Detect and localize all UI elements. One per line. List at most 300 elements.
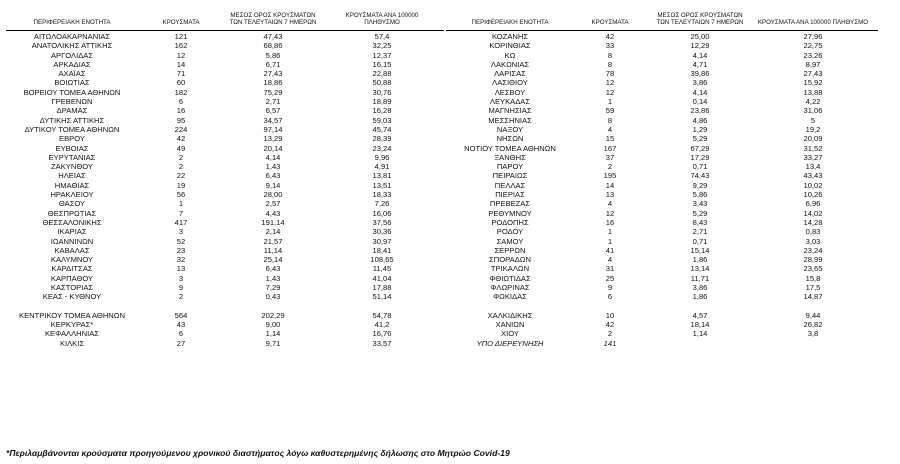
cell-cases: 1 (178, 199, 184, 209)
cell-avg: 1,86 (692, 255, 708, 265)
cell-per100k: 23,24 (372, 143, 392, 153)
table-row (6, 237, 444, 246)
table-row (446, 320, 878, 329)
cell-name: ΤΡΙΚΑΛΩΝ (490, 264, 530, 274)
cell-cases: 2 (178, 152, 184, 162)
cell-name: ΚΙΛΚΙΣ (59, 338, 85, 348)
table-row (6, 51, 444, 60)
table-row (446, 237, 878, 246)
cell-name: ΚΑΣΤΟΡΙΑΣ (50, 283, 94, 293)
cell-avg: 2,57 (265, 199, 281, 209)
cell-per100k: 33,57 (372, 338, 392, 348)
cell-name: ΚΑΡΔΙΤΣΑΣ (51, 264, 93, 274)
cell-per100k: 22,75 (803, 41, 823, 51)
table-row (446, 339, 878, 348)
table-row (446, 181, 878, 190)
table-row (446, 162, 878, 171)
table-row (6, 227, 444, 236)
cell-name: ΚΩ (504, 50, 516, 60)
cell-per100k: 20,09 (803, 134, 823, 144)
cell-name: ΚΕΑΣ - ΚΥΘΝΟΥ (42, 292, 102, 302)
table-row (446, 329, 878, 338)
cell-avg: 12,29 (690, 41, 710, 51)
cell-per100k: 51,14 (372, 292, 392, 302)
cell-cases: 8 (607, 50, 613, 60)
cell-cases: 33 (605, 41, 615, 51)
table-row (6, 199, 444, 208)
cell-per100k: 30,97 (372, 236, 392, 246)
cell-name: ΘΕΣΠΡΩΤΙΑΣ (47, 208, 97, 218)
cell-cases: 4 (607, 124, 613, 134)
cell-avg: 27,43 (263, 69, 283, 79)
cell-avg: 25,14 (263, 255, 283, 265)
cell-cases: 4 (607, 199, 613, 209)
table-row (446, 199, 878, 208)
cell-name: ΑΧΑΪΑΣ (58, 69, 86, 79)
cell-cases: 6 (607, 292, 613, 302)
table-row (446, 246, 878, 255)
cell-cases: 1 (607, 227, 613, 237)
cell-name: ΚΟΡΙΝΘΙΑΣ (489, 41, 531, 51)
cell-name: ΝΑΞΟΥ (496, 124, 524, 134)
cell-avg: 34,57 (263, 115, 283, 125)
table-row (446, 218, 878, 227)
cell-per100k: 14,02 (803, 208, 823, 218)
header-per100k: ΚΡΟΥΣΜΑΤΑ ΑΝΑ 100000 ΠΛΗΘΥΣΜΟ (345, 12, 419, 27)
cell-per100k: 54,78 (372, 310, 392, 320)
cell-per100k: 28,99 (803, 255, 823, 265)
table-row (446, 60, 878, 69)
cell-per100k: 5 (810, 115, 816, 125)
table-row (446, 311, 878, 320)
cell-per100k: 27,43 (803, 69, 823, 79)
cell-per100k: 11,45 (372, 264, 392, 274)
cell-avg: 202,29 (261, 310, 285, 320)
cell-per100k: 13,81 (372, 171, 392, 181)
cell-per100k: 30,76 (372, 87, 392, 97)
header-region: ΠΕΡΙΦΕΡΕΙΑΚΗ ΕΝΟΤΗΤΑ (471, 19, 549, 27)
cell-name: ΚΑΡΠΑΘΟΥ (50, 273, 94, 283)
cell-per100k: 3,8 (807, 329, 819, 339)
table-row (6, 162, 444, 171)
cell-per100k: 23,26 (803, 50, 823, 60)
table-row (446, 78, 878, 87)
cell-per100k: 16,15 (372, 59, 392, 69)
table-row (446, 209, 878, 218)
right-table (446, 0, 878, 348)
table-row (6, 41, 444, 50)
table-row (6, 144, 444, 153)
right-table-header (446, 0, 878, 31)
cell-per100k: 23,65 (803, 264, 823, 274)
cell-cases: 417 (174, 217, 188, 227)
cell-cases: 60 (176, 78, 186, 88)
cell-per100k: 16,28 (372, 106, 392, 116)
table-row (6, 78, 444, 87)
cell-per100k: 59,03 (372, 115, 392, 125)
cell-avg: 4,14 (265, 152, 281, 162)
cell-per100k: 9,44 (805, 310, 821, 320)
table-row (446, 274, 878, 283)
cell-cases: 12 (176, 50, 186, 60)
cell-avg: 4,71 (692, 59, 708, 69)
cell-name: ΙΩΑΝΝΙΝΩΝ (50, 236, 94, 246)
cell-name: ΚΕΝΤΡΙΚΟΥ ΤΟΜΕΑ ΑΘΗΝΩΝ (19, 310, 125, 320)
cell-avg: 25,00 (690, 32, 710, 41)
header-avg: ΜΕΣΟΣ ΟΡΟΣ ΚΡΟΥΣΜΑΤΩΝ ΤΩΝ ΤΕΛΕΥΤΑΙΩΝ 7 ΗΜΕΡΩΝ (656, 12, 744, 27)
cell-cases: 7 (178, 208, 184, 218)
cell-avg: 13,29 (263, 134, 283, 144)
cell-avg: 0,71 (692, 162, 708, 172)
cell-cases: 52 (176, 236, 186, 246)
table-row (6, 97, 444, 106)
table-row (446, 116, 878, 125)
cell-cases: 2 (607, 329, 613, 339)
table-row (446, 88, 878, 97)
cell-per100k: 41,04 (372, 273, 392, 283)
cell-name: ΣΑΜΟΥ (496, 236, 524, 246)
cell-per100k: 17,5 (805, 283, 821, 293)
cell-name: ΛΑΡΙΣΑΣ (494, 69, 526, 79)
cell-name: ΧΑΛΚΙΔΙΚΗΣ (487, 310, 533, 320)
table-row (6, 218, 444, 227)
cell-name: ΓΡΕΒΕΝΩΝ (51, 97, 93, 107)
cell-avg: 0,43 (265, 292, 281, 302)
cell-name: ΚΟΖΑΝΗΣ (491, 32, 529, 41)
cell-avg: 39,86 (690, 69, 710, 79)
cell-name: ΑΡΓΟΛΙΔΑΣ (50, 50, 94, 60)
cell-per100k: 45,74 (372, 124, 392, 134)
header-per100k: ΚΡΟΥΣΜΑΤΑ ΑΝΑ 100000 ΠΛΗΘΥΣΜΟ (757, 19, 869, 27)
cell-per100k: 18,33 (372, 190, 392, 200)
cell-name: ΛΑΣΙΘΙΟΥ (492, 78, 528, 88)
table-row (6, 311, 444, 320)
cell-name: ΖΑΚΥΝΘΟΥ (51, 162, 93, 172)
cell-name: ΑΙΤΩΛΟΑΚΑΡΝΑΝΙΑΣ (33, 32, 111, 41)
cell-per100k: 37,56 (372, 217, 392, 227)
table-row (6, 106, 444, 115)
cell-cases: 9 (178, 283, 184, 293)
cell-name: ΝΗΣΩΝ (496, 134, 524, 144)
cell-per100k: 6,96 (805, 199, 821, 209)
cell-avg: 6,43 (265, 264, 281, 274)
cell-cases: 15 (605, 134, 615, 144)
table-row (446, 292, 878, 301)
table-row (446, 171, 878, 180)
cell-cases: 37 (605, 152, 615, 162)
cell-per100k: 12,37 (372, 50, 392, 60)
cell-avg: 9,00 (265, 319, 281, 329)
table-row (446, 97, 878, 106)
cell-avg: 47,43 (263, 32, 283, 41)
cell-per100k: 13,88 (803, 87, 823, 97)
cell-cases: 71 (176, 69, 186, 79)
cell-name: ΜΕΣΣΗΝΙΑΣ (488, 115, 532, 125)
table-row (446, 51, 878, 60)
cell-avg: 1,86 (692, 292, 708, 302)
cell-cases: 162 (174, 41, 188, 51)
table-row (446, 153, 878, 162)
cell-name: ΠΡΕΒΕΖΑΣ (489, 199, 531, 209)
cell-per100k: 4,22 (805, 97, 821, 107)
cell-avg: 68,86 (263, 41, 283, 51)
cell-per100k: 31,52 (803, 143, 823, 153)
cell-name: ΙΚΑΡΙΑΣ (57, 227, 87, 237)
cell-cases: 6 (178, 97, 184, 107)
cell-avg: 4,86 (692, 115, 708, 125)
table-row (6, 255, 444, 264)
cell-cases: 13 (176, 264, 186, 274)
cell-name: ΘΑΣΟΥ (58, 199, 86, 209)
cell-cases: 41 (605, 245, 615, 255)
cell-avg: 97,14 (263, 124, 283, 134)
table-row (6, 88, 444, 97)
cell-name: ΗΡΑΚΛΕΙΟΥ (50, 190, 94, 200)
cell-avg: 11,71 (690, 273, 710, 283)
table-row (446, 32, 878, 41)
cell-per100k: 18,89 (372, 97, 392, 107)
cell-cases: 22 (176, 171, 186, 181)
cell-avg: 4,43 (265, 208, 281, 218)
cell-avg: 9,14 (265, 180, 281, 190)
cell-name: ΡΟΔΟΠΗΣ (491, 217, 529, 227)
cell-per100k: 43,43 (803, 171, 823, 181)
table-row (446, 69, 878, 78)
left-table-body (6, 32, 444, 348)
table-row (6, 209, 444, 218)
cell-per100k: 31,06 (803, 106, 823, 116)
cell-name: ΧΙΟΥ (501, 329, 519, 339)
cell-avg: 13,14 (690, 264, 710, 274)
cell-avg: 1,14 (265, 329, 281, 339)
table-row (6, 283, 444, 292)
cell-per100k: 4,91 (374, 162, 390, 172)
table-row (6, 153, 444, 162)
cell-cases: 32 (176, 255, 186, 265)
cell-cases: 8 (607, 59, 613, 69)
cell-avg: 0,14 (692, 97, 708, 107)
table-row (6, 171, 444, 180)
cell-avg: 1,43 (265, 273, 281, 283)
cell-name: ΣΠΟΡΑΔΩΝ (489, 255, 531, 265)
cell-avg: 6,57 (265, 106, 281, 116)
cell-avg: 74,43 (690, 171, 710, 181)
cell-name: ΜΑΓΝΗΣΙΑΣ (488, 106, 532, 116)
cell-per100k: 33,27 (803, 152, 823, 162)
cell-avg: 3,86 (692, 283, 708, 293)
cell-per100k: 19,2 (805, 124, 821, 134)
cell-per100k: 57,4 (374, 32, 390, 41)
cell-per100k: 9,96 (374, 152, 390, 162)
cell-cases: 42 (605, 319, 615, 329)
table-row (446, 106, 878, 115)
cell-name: ΣΕΡΡΩΝ (494, 245, 526, 255)
table-row (446, 41, 878, 50)
cell-avg: 20,14 (263, 143, 283, 153)
cell-avg: 2,14 (265, 227, 281, 237)
cell-name: ΗΛΕΙΑΣ (58, 171, 86, 181)
cell-per100k: 7,26 (374, 199, 390, 209)
cell-cases: 12 (605, 208, 615, 218)
cell-avg: 5,29 (692, 208, 708, 218)
cell-avg: 21,57 (263, 236, 283, 246)
table-row (6, 116, 444, 125)
header-region: ΠΕΡΙΦΕΡΕΙΑΚΗ ΕΝΟΤΗΤΑ (33, 19, 111, 27)
cell-cases: 42 (605, 32, 615, 41)
table-row (6, 339, 444, 348)
cell-avg: 28,00 (263, 190, 283, 200)
cell-name: ΠΕΙΡΑΙΩΣ (492, 171, 528, 181)
cell-avg: 5,86 (692, 190, 708, 200)
cell-cases: 16 (605, 217, 615, 227)
cell-name: ΗΜΑΘΙΑΣ (54, 180, 90, 190)
cell-name: ΕΥΡΥΤΑΝΙΑΣ (48, 152, 96, 162)
cell-avg: 1,29 (692, 124, 708, 134)
cell-name: ΝΟΤΙΟΥ ΤΟΜΕΑ ΑΘΗΝΩΝ (464, 143, 556, 153)
cell-per100k: 16,76 (372, 329, 392, 339)
cell-cases: 49 (176, 143, 186, 153)
header-avg: ΜΕΣΟΣ ΟΡΟΣ ΚΡΟΥΣΜΑΤΩΝ ΤΩΝ ΤΕΛΕΥΤΑΙΩΝ 7 ΗΜΕΡΩΝ (229, 12, 317, 27)
table-row (6, 181, 444, 190)
cell-per100k: 32,25 (372, 41, 392, 51)
table-row (446, 134, 878, 143)
cell-per100k: 18,41 (372, 245, 392, 255)
cell-avg: 3,43 (692, 199, 708, 209)
cell-per100k: 108,65 (370, 255, 394, 265)
table-row (6, 320, 444, 329)
cell-per100k: 10,02 (803, 180, 823, 190)
cell-avg: 3,86 (692, 78, 708, 88)
cell-cases: 1 (607, 97, 613, 107)
left-table-header (6, 0, 444, 31)
cell-cases: 78 (605, 69, 615, 79)
cell-cases: 167 (603, 143, 617, 153)
cell-cases: 141 (603, 338, 617, 348)
table-row (6, 274, 444, 283)
cell-name: ΡΕΘΥΜΝΟΥ (488, 208, 532, 218)
cell-cases: 195 (603, 171, 617, 181)
table-row (6, 69, 444, 78)
table-row (6, 246, 444, 255)
cell-name: ΡΟΔΟΥ (496, 227, 524, 237)
cell-name: ΒΟΡΕΙΟΥ ΤΟΜΕΑ ΑΘΗΝΩΝ (23, 87, 121, 97)
cell-name: ΘΕΣΣΑΛΟΝΙΚΗΣ (42, 217, 102, 227)
cell-name: ΧΑΝΙΩΝ (495, 319, 525, 329)
cell-name: ΚΑΒΑΛΑΣ (54, 245, 90, 255)
cell-name: ΕΒΡΟΥ (59, 134, 85, 144)
cell-cases: 43 (176, 319, 186, 329)
cell-name: ΔΥΤΙΚΗΣ ΑΤΤΙΚΗΣ (39, 115, 105, 125)
table-row (6, 190, 444, 199)
cell-avg: 18,86 (263, 78, 283, 88)
cell-per100k: 15,8 (805, 273, 821, 283)
cell-name: ΞΑΝΘΗΣ (494, 152, 526, 162)
cell-cases: 12 (605, 87, 615, 97)
cell-cases: 8 (607, 115, 613, 125)
cell-per100k: 41,2 (374, 319, 390, 329)
cell-cases: 13 (605, 190, 615, 200)
cell-avg: 7,29 (265, 283, 281, 293)
cell-cases: 2 (178, 162, 184, 172)
cell-avg: 67,29 (690, 143, 710, 153)
cell-per100k: 13,51 (372, 180, 392, 190)
cell-avg: 8,43 (692, 217, 708, 227)
cell-cases: 10 (605, 310, 615, 320)
cell-cases: 182 (174, 87, 188, 97)
cell-name: ΔΡΑΜΑΣ (56, 106, 88, 116)
cell-cases: 27 (176, 338, 186, 348)
cell-cases: 6 (178, 329, 184, 339)
cell-per100k: 14,87 (803, 292, 823, 302)
cell-avg: 4,14 (692, 50, 708, 60)
cell-cases: 2 (178, 292, 184, 302)
cell-per100k: 17,88 (372, 283, 392, 293)
cell-cases: 2 (607, 162, 613, 172)
table-row (6, 60, 444, 69)
cell-avg: 0,71 (692, 236, 708, 246)
cell-avg: 191,14 (261, 217, 285, 227)
table-row (6, 125, 444, 134)
cell-avg: 2,71 (265, 97, 281, 107)
cell-cases: 224 (174, 124, 188, 134)
cell-name: ΠΕΛΛΑΣ (494, 180, 526, 190)
cell-per100k: 0,83 (805, 227, 821, 237)
cell-avg: 2,71 (692, 227, 708, 237)
cell-cases: 14 (605, 180, 615, 190)
cell-name: ΑΡΚΑΔΙΑΣ (53, 59, 91, 69)
cell-per100k: 28,39 (372, 134, 392, 144)
cell-name: ΚΑΛΥΜΝΟΥ (50, 255, 94, 265)
cell-name: ΦΘΙΩΤΙΔΑΣ (489, 273, 531, 283)
cell-cases: 59 (605, 106, 615, 116)
cell-avg: 4,14 (692, 87, 708, 97)
cell-cases: 564 (174, 310, 188, 320)
cell-name: ΦΩΚΙΔΑΣ (493, 292, 527, 302)
cell-per100k: 3,03 (805, 236, 821, 246)
cell-cases: 19 (176, 180, 186, 190)
table-row (446, 144, 878, 153)
cell-name: ΒΟΙΩΤΙΑΣ (54, 78, 90, 88)
cell-name: ΔΥΤΙΚΟΥ ΤΟΜΕΑ ΑΘΗΝΩΝ (24, 124, 120, 134)
cell-name: ΑΝΑΤΟΛΙΚΗΣ ΑΤΤΙΚΗΣ (31, 41, 113, 51)
cell-per100k: 22,88 (372, 69, 392, 79)
table-row (6, 134, 444, 143)
cell-name: ΛΕΣΒΟΥ (494, 87, 526, 97)
cell-name: ΥΠΟ ΔΙΕΡΕΥΝΗΣΗ (476, 338, 544, 348)
cell-name: ΛΑΚΩΝΙΑΣ (490, 59, 530, 69)
cell-cases: 1 (607, 236, 613, 246)
table-row (446, 255, 878, 264)
table-row (446, 227, 878, 236)
table-row (446, 125, 878, 134)
cell-name: ΠΑΡΟΥ (496, 162, 524, 172)
cell-cases: 121 (174, 32, 188, 41)
cell-per100k: 13,4 (805, 162, 821, 172)
cell-per100k: 50,88 (372, 78, 392, 88)
cell-name: ΠΙΕΡΙΑΣ (495, 190, 525, 200)
cell-cases: 4 (607, 255, 613, 265)
cell-cases: 9 (607, 283, 613, 293)
cell-per100k: 10,26 (803, 190, 823, 200)
table-row (6, 329, 444, 338)
table-row (6, 292, 444, 301)
cell-avg: 1,14 (692, 329, 708, 339)
cell-avg: 1,43 (265, 162, 281, 172)
cell-cases: 56 (176, 190, 186, 200)
cell-avg: 6,43 (265, 171, 281, 181)
table-row (446, 190, 878, 199)
table-row (446, 283, 878, 292)
